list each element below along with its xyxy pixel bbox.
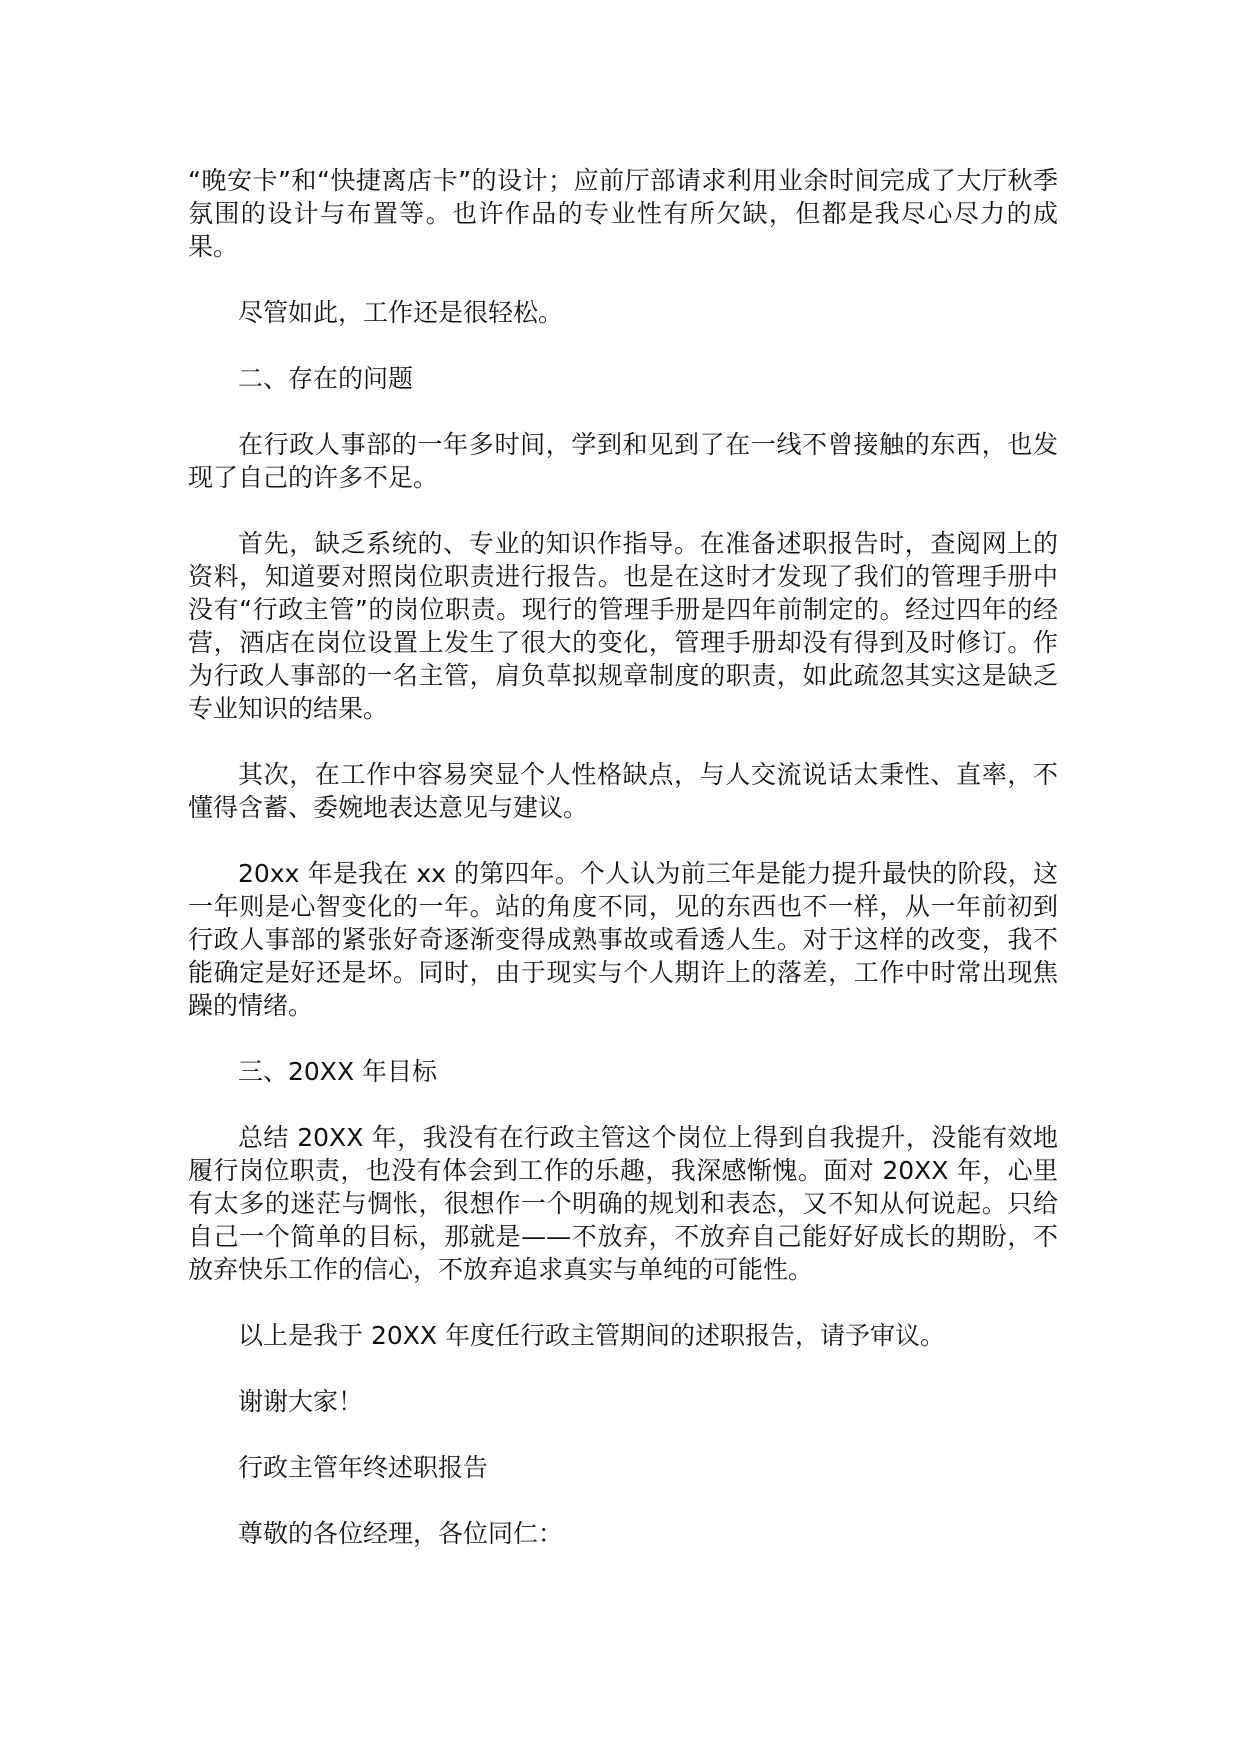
paragraph-problem-second: 其次，在工作中容易突显个人性格缺点，与人交流说话太秉性、直率，不懂得含蓄、委婉地表达意见与建议。 [188, 760, 1058, 822]
section-heading-goals: 三、20XX 年目标 [238, 1057, 438, 1086]
paragraph-problems-intro: 在行政人事部的一年多时间，学到和见到了在一线不曾接触的东西，也发现了自己的许多不足。 [188, 430, 1058, 492]
paragraph-summary-note: 尽管如此，工作还是很轻松。 [238, 298, 564, 327]
section-heading-problems: 二、存在的问题 [238, 364, 414, 393]
report-title: 行政主管年终述职报告 [238, 1453, 489, 1482]
paragraph-year-reflection: 20xx 年是我在 xx 的第四年。个人认为前三年是能力提升最快的阶段，这一年则是心智变化的一年。站的角度不同，见的东西也不一样，从一年前初到行政人事部的紧张好奇逐渐变得成熟事故或看透人生。对于这样的改变，我不能确定是好还是坏。同时，由于现实与个人期许上的落差，工作中时常出现焦躁的情绪。 [188, 859, 1058, 1020]
salutation: 尊敬的各位经理，各位同仁： [238, 1519, 564, 1548]
paragraph-thanks: 谢谢大家！ [238, 1387, 364, 1416]
paragraph-continuation: “晚安卡”和“快捷离店卡”的设计；应前厅部请求利用业余时间完成了大厅秋季氛围的设计与布置等。也许作品的专业性有所欠缺，但都是我尽心尽力的成果。 [188, 166, 1058, 261]
paragraph-closing: 以上是我于 20XX 年度任行政主管期间的述职报告，请予审议。 [238, 1321, 945, 1350]
document-body [188, 164, 1058, 1550]
paragraph-problem-first: 首先，缺乏系统的、专业的知识作指导。在准备述职报告时，查阅网上的资料，知道要对照岗位职责进行报告。也是在这时才发现了我们的管理手册中没有“行政主管”的岗位职责。现行的管理手册是四年前制定的。经过四年的经营，酒店在岗位设置上发生了很大的变化，管理手册却没有得到及时修订。作为行政人事部的一名主管，肩负草拟规章制度的职责，如此疏忽其实这是缺乏专业知识的结果。 [188, 529, 1058, 723]
paragraph-goals: 总结 20XX 年，我没有在行政主管这个岗位上得到自我提升，没能有效地履行岗位职责，也没有体会到工作的乐趣，我深感惭愧。面对 20XX 年，心里有太多的迷茫与惆怅，很想作一个明确的规划和表态，又不知从何说起。只给自己一个简单的目标，那就是——不放弃，不放弃自己能好好成长的期盼，不放弃快乐工作的信心，不放弃追求真实与单纯的可能性。 [188, 1123, 1058, 1284]
